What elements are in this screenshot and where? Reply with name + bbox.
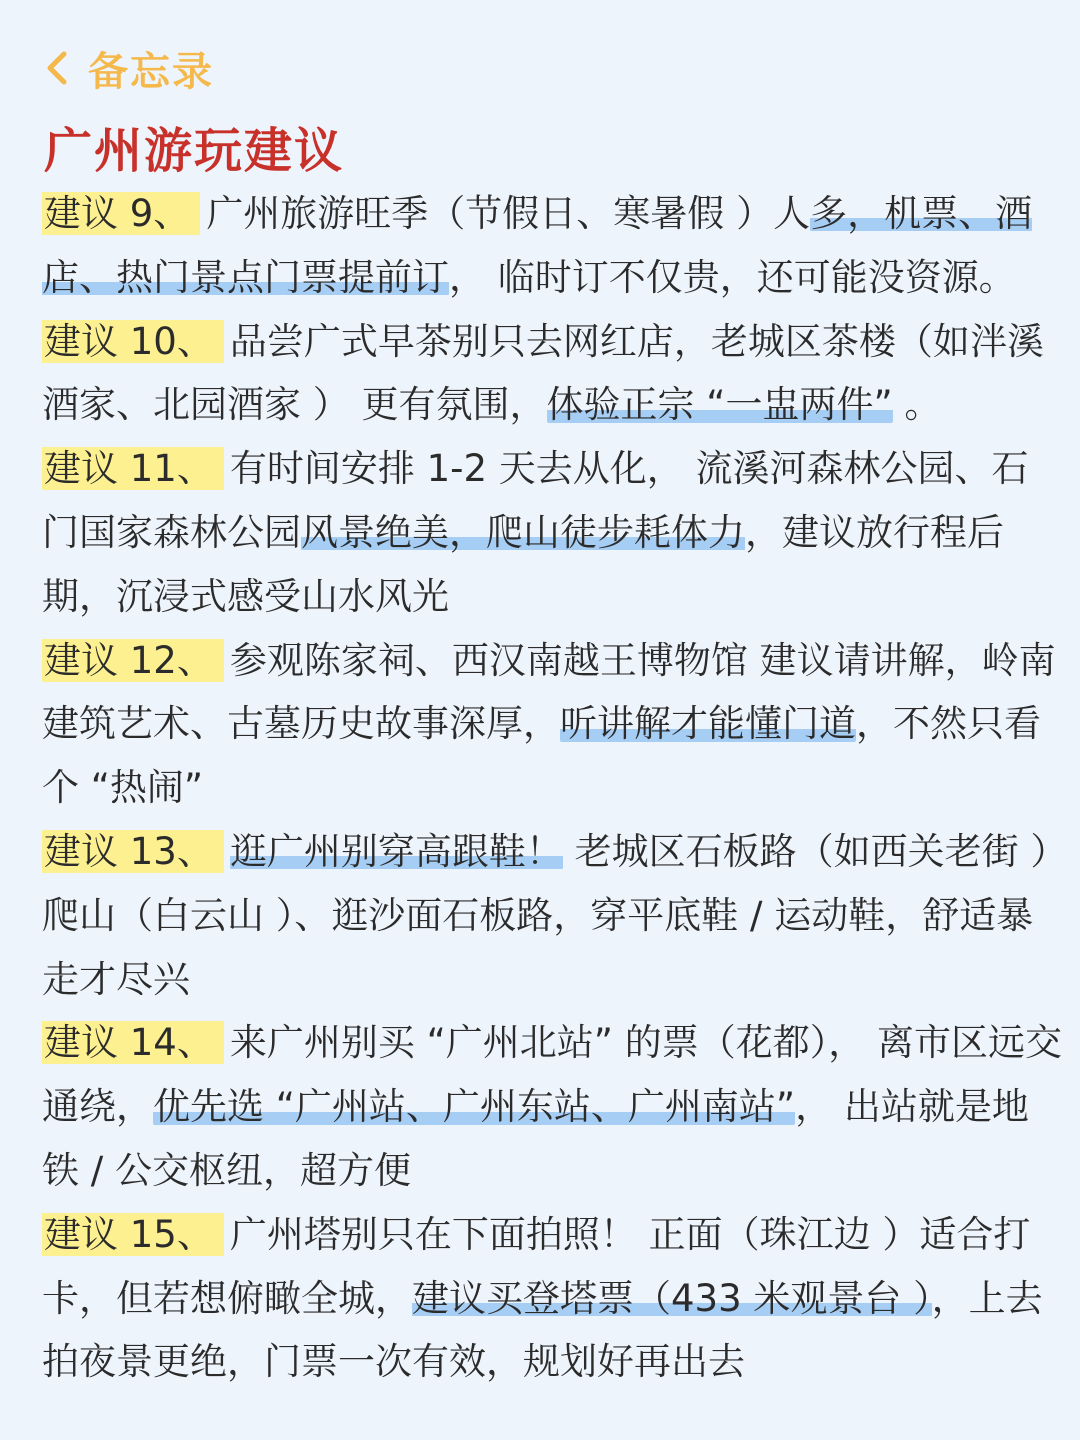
tip-12: [42, 629, 1062, 820]
tip-13: [42, 820, 1062, 1011]
tip-10: [42, 310, 1062, 438]
tip-label: 建议 10、: [42, 320, 224, 363]
tip-label: 建议 14、: [42, 1021, 224, 1064]
tip-text: ， 出站就是地铁 / 公交枢纽，超方便: [42, 1085, 1029, 1192]
tip-highlight: 体验正宗 “一盅两件”: [546, 383, 893, 427]
tip-text: 。: [892, 383, 942, 427]
note-title: 广州游玩建议: [44, 123, 345, 179]
tip-text: ，建议放行程后期，沉浸式感受山水风光: [42, 510, 1004, 618]
tip-text: ， 临时订不仅贵，还可能没资源。: [449, 255, 1016, 299]
tip-highlight: 建议买登塔票（433 米观景台 ）: [412, 1276, 932, 1320]
tip-11: [42, 437, 1062, 628]
tip-text: 参观陈家祠、西汉南越王博物馆 建议请讲解，岭南建筑艺术、古墓历史故事深厚，: [42, 638, 1056, 746]
tip-highlight: 风景绝美，爬山徒步耗体力: [301, 510, 745, 554]
tip-highlight: 听讲解才能懂门道: [560, 702, 856, 746]
back-button[interactable]: [40, 40, 214, 96]
tip-14: [42, 1011, 1062, 1202]
tip-15: [42, 1203, 1062, 1394]
tip-highlight: 逛广州别穿高跟鞋！: [229, 829, 563, 873]
tip-label: 建议 9、: [42, 192, 200, 235]
tip-text: 有时间安排 1-2 天去从化， 流溪河森林公园、石门国家森林公园: [42, 447, 1029, 554]
tip-text: 来广州别买 “广州北站” 的票（花都）， 离市区远交通绕，: [42, 1021, 1062, 1129]
tip-label: 建议 13、: [42, 830, 224, 873]
tip-label: 建议 12、: [42, 639, 224, 682]
tip-highlight: 多，机票、酒店、热门景点门票提前订: [42, 192, 1033, 299]
tip-text: ，上去拍夜景更绝，门票一次有效，规划好再出去: [42, 1276, 1043, 1384]
back-label: 备忘录: [88, 48, 214, 95]
tip-9: [42, 182, 1062, 310]
tip-text: 广州旅游旺季（节假日、寒暑假 ）人: [206, 192, 811, 235]
tip-text: ，不然只看个 “热闹”: [42, 702, 1041, 810]
tip-highlight: 优先选 “广州站、广州东站、广州南站”: [153, 1085, 796, 1129]
tip-label: 建议 15、: [42, 1213, 224, 1256]
tip-text: 广州塔别只在下面拍照！ 正面（珠江边 ）适合打卡，但若想俯瞰全城，: [42, 1212, 1031, 1320]
tip-text: 老城区石板路（如西关老街 ）爬山（白云山 ）、逛沙面石板路，穿平底鞋 / 运动鞋，舒适暴走才尽兴: [42, 829, 1049, 1001]
tip-text: 品尝广式早茶别只去网红店，老城区茶楼（如泮溪酒家、北园酒家 ） 更有氛围，: [42, 319, 1044, 427]
note-body[interactable]: [42, 182, 1062, 1394]
tip-label: 建议 11、: [42, 447, 224, 490]
chevron-left-icon: [40, 48, 74, 88]
